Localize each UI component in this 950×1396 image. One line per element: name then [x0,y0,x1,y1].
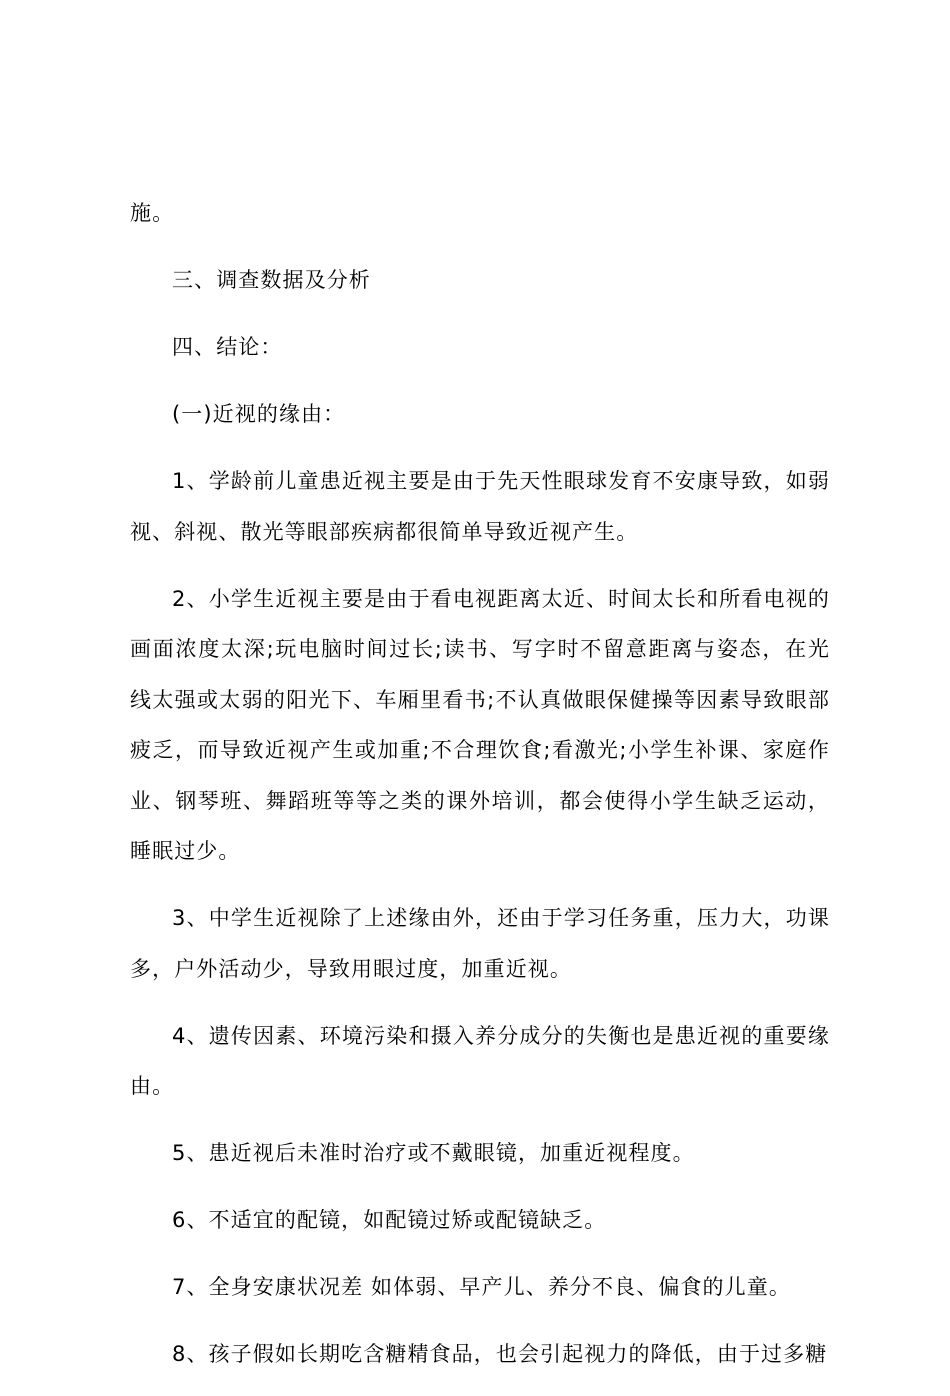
section-heading-survey-data: 三、调查数据及分析 [172,268,371,292]
section-heading-conclusion: 四、结论： [172,335,283,359]
paragraph-item-5: 5、患近视后未准时治疗或不戴眼镜，加重近视程度。 [172,1141,695,1165]
document-body [130,188,830,1396]
paragraph-item-2: 2、小学生近视主要是由于看电视距离太近、时间太长和所看电视的画面浓度太深;玩电脑时间过长;读书、写字时不留意距离与姿态，在光线太强或太弱的阳光下、车厢里看书;不认真做眼保健操等因素导致眼部疲乏，而导致近视产生或加重;不合理饮食;看激光;小学生补课、家庭作业、钢琴班、舞蹈班等等之类的课外培训，都会使得小学生缺乏运动，睡眠过少。 [130,586,830,863]
paragraph-item-4: 4、遗传因素、环境污染和摄入养分成分的失衡也是患近视的重要缘由。 [130,1023,830,1098]
subheading-causes: (一)近视的缘由： [172,402,346,426]
paragraph-item-8: 8、孩子假如长期吃含糖精食品，也会引起视力的降低，由于过多糖 [172,1342,828,1366]
paragraph-item-6: 6、不适宜的配镜，如配镜过矫或配镜缺乏。 [172,1208,607,1232]
paragraph-item-7: 7、全身安康状况差 如体弱、早产儿、养分不良、偏食的儿童。 [172,1275,791,1299]
paragraph-item-3: 3、中学生近视除了上述缘由外，还由于学习任务重，压力大，功课多，户外活动少，导致用眼过度，加重近视。 [130,906,830,981]
paragraph-continuation: 施。 [130,201,175,225]
paragraph-item-1: 1、学龄前儿童患近视主要是由于先天性眼球发育不安康导致，如弱视、斜视、散光等眼部疾病都很简单导致近视产生。 [130,469,830,544]
